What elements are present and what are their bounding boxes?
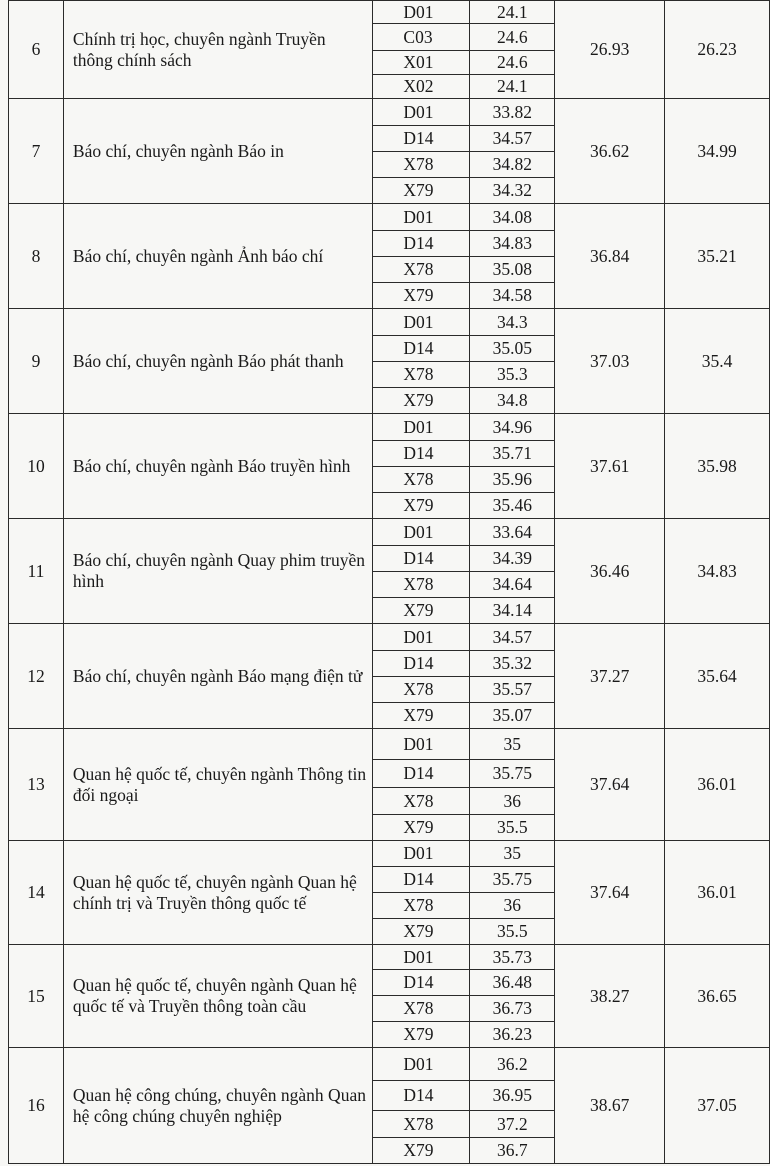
subject-block-code: D14 — [373, 546, 470, 572]
subject-block-code: D01 — [373, 204, 470, 231]
table-row — [9, 624, 770, 651]
block-score: 35.3 — [470, 362, 555, 388]
subject-block-code: D01 — [373, 1048, 470, 1081]
block-score: 35.08 — [470, 257, 555, 283]
score-column-b: 26.23 — [665, 1, 770, 99]
table-row — [9, 1048, 770, 1081]
score-column-a: 36.62 — [555, 99, 665, 204]
admission-score-table — [8, 0, 770, 1164]
block-score: 36.23 — [470, 1022, 555, 1048]
row-number: 13 — [9, 729, 64, 841]
subject-block-code: D14 — [373, 441, 470, 467]
program-name: Báo chí, chuyên ngành Báo phát thanh — [63, 309, 373, 414]
score-column-a: 26.93 — [555, 1, 665, 99]
block-score: 34.96 — [470, 414, 555, 441]
block-score: 36.48 — [470, 970, 555, 996]
block-score: 36.95 — [470, 1081, 555, 1111]
block-score: 36 — [470, 893, 555, 919]
subject-block-code: D14 — [373, 126, 470, 152]
subject-block-code: D01 — [373, 624, 470, 651]
program-name: Quan hệ quốc tế, chuyên ngành Quan hệ chính trị và Truyền thông quốc tế — [63, 841, 373, 945]
score-column-a: 36.84 — [555, 204, 665, 309]
score-column-b: 34.83 — [665, 519, 770, 624]
block-score: 34.08 — [470, 204, 555, 231]
subject-block-code: D14 — [373, 867, 470, 893]
block-score: 37.2 — [470, 1111, 555, 1138]
subject-block-code: X78 — [373, 362, 470, 388]
block-score: 35.46 — [470, 493, 555, 519]
subject-block-code: X78 — [373, 1111, 470, 1138]
block-score: 35.75 — [470, 760, 555, 788]
subject-block-code: X78 — [373, 467, 470, 493]
program-name: Quan hệ quốc tế, chuyên ngành Thông tin đối ngoại — [63, 729, 373, 841]
subject-block-code: X79 — [373, 388, 470, 414]
subject-block-code: D01 — [373, 1, 470, 24]
block-score: 35.57 — [470, 677, 555, 703]
block-score: 24.1 — [470, 75, 555, 99]
block-score: 34.83 — [470, 231, 555, 257]
subject-block-code: C03 — [373, 24, 470, 51]
program-name: Quan hệ quốc tế, chuyên ngành Quan hệ quốc tế và Truyền thông toàn cầu — [63, 945, 373, 1048]
row-number: 10 — [9, 414, 64, 519]
table-row — [9, 519, 770, 546]
subject-block-code: X78 — [373, 677, 470, 703]
table-row — [9, 945, 770, 970]
subject-block-code: X79 — [373, 815, 470, 841]
subject-block-code: D01 — [373, 414, 470, 441]
row-number: 14 — [9, 841, 64, 945]
subject-block-code: X79 — [373, 919, 470, 945]
block-score: 34.3 — [470, 309, 555, 336]
subject-block-code: D14 — [373, 760, 470, 788]
subject-block-code: X79 — [373, 283, 470, 309]
row-number: 12 — [9, 624, 64, 729]
row-number: 9 — [9, 309, 64, 414]
block-score: 35.5 — [470, 919, 555, 945]
subject-block-code: X78 — [373, 788, 470, 815]
block-score: 34.64 — [470, 572, 555, 598]
block-score: 35.96 — [470, 467, 555, 493]
subject-block-code: X02 — [373, 75, 470, 99]
subject-block-code: X78 — [373, 257, 470, 283]
table-row — [9, 729, 770, 760]
score-column-b: 36.65 — [665, 945, 770, 1048]
subject-block-code: D14 — [373, 336, 470, 362]
score-column-b: 37.05 — [665, 1048, 770, 1164]
block-score: 35.73 — [470, 945, 555, 970]
block-score: 34.57 — [470, 624, 555, 651]
program-name: Quan hệ công chúng, chuyên ngành Quan hệ công chúng chuyên nghiệp — [63, 1048, 373, 1164]
block-score: 36 — [470, 788, 555, 815]
program-name: Chính trị học, chuyên ngành Truyền thông chính sách — [63, 1, 373, 99]
subject-block-code: X79 — [373, 1138, 470, 1164]
subject-block-code: X78 — [373, 152, 470, 178]
row-number: 8 — [9, 204, 64, 309]
block-score: 34.32 — [470, 178, 555, 204]
score-column-b: 36.01 — [665, 729, 770, 841]
subject-block-code: D01 — [373, 729, 470, 760]
subject-block-code: D14 — [373, 1081, 470, 1111]
score-column-b: 35.98 — [665, 414, 770, 519]
score-column-b: 35.4 — [665, 309, 770, 414]
row-number: 7 — [9, 99, 64, 204]
block-score: 35.5 — [470, 815, 555, 841]
block-score: 24.6 — [470, 24, 555, 51]
table-row — [9, 99, 770, 126]
block-score: 35.75 — [470, 867, 555, 893]
subject-block-code: D01 — [373, 309, 470, 336]
score-table-body — [9, 1, 770, 1164]
block-score: 36.73 — [470, 996, 555, 1022]
block-score: 35 — [470, 841, 555, 867]
subject-block-code: D14 — [373, 231, 470, 257]
subject-block-code: X79 — [373, 493, 470, 519]
block-score: 35.32 — [470, 651, 555, 677]
subject-block-code: X79 — [373, 178, 470, 204]
row-number: 6 — [9, 1, 64, 99]
table-row — [9, 1, 770, 24]
block-score: 34.39 — [470, 546, 555, 572]
program-name: Báo chí, chuyên ngành Báo truyền hình — [63, 414, 373, 519]
table-row — [9, 841, 770, 867]
program-name: Báo chí, chuyên ngành Báo in — [63, 99, 373, 204]
score-column-a: 37.64 — [555, 729, 665, 841]
row-number: 15 — [9, 945, 64, 1048]
subject-block-code: D14 — [373, 970, 470, 996]
score-column-b: 34.99 — [665, 99, 770, 204]
row-number: 16 — [9, 1048, 64, 1164]
block-score: 34.14 — [470, 598, 555, 624]
subject-block-code: D01 — [373, 519, 470, 546]
block-score: 36.7 — [470, 1138, 555, 1164]
subject-block-code: D01 — [373, 99, 470, 126]
program-name: Báo chí, chuyên ngành Quay phim truyền hình — [63, 519, 373, 624]
score-column-a: 37.61 — [555, 414, 665, 519]
block-score: 34.8 — [470, 388, 555, 414]
subject-block-code: X79 — [373, 598, 470, 624]
block-score: 35.07 — [470, 703, 555, 729]
block-score: 24.1 — [470, 1, 555, 24]
score-column-b: 35.21 — [665, 204, 770, 309]
score-column-a: 37.27 — [555, 624, 665, 729]
subject-block-code: D01 — [373, 945, 470, 970]
block-score: 34.82 — [470, 152, 555, 178]
score-column-a: 38.27 — [555, 945, 665, 1048]
block-score: 24.6 — [470, 51, 555, 75]
block-score: 33.64 — [470, 519, 555, 546]
subject-block-code: X79 — [373, 703, 470, 729]
subject-block-code: X78 — [373, 893, 470, 919]
score-column-b: 36.01 — [665, 841, 770, 945]
block-score: 36.2 — [470, 1048, 555, 1081]
score-column-a: 37.64 — [555, 841, 665, 945]
program-name: Báo chí, chuyên ngành Ảnh báo chí — [63, 204, 373, 309]
score-column-a: 38.67 — [555, 1048, 665, 1164]
subject-block-code: D14 — [373, 651, 470, 677]
table-row — [9, 414, 770, 441]
block-score: 33.82 — [470, 99, 555, 126]
score-column-b: 35.64 — [665, 624, 770, 729]
score-column-a: 37.03 — [555, 309, 665, 414]
subject-block-code: X78 — [373, 996, 470, 1022]
subject-block-code: X79 — [373, 1022, 470, 1048]
score-column-a: 36.46 — [555, 519, 665, 624]
subject-block-code: X01 — [373, 51, 470, 75]
program-name: Báo chí, chuyên ngành Báo mạng điện tử — [63, 624, 373, 729]
block-score: 34.57 — [470, 126, 555, 152]
table-row — [9, 309, 770, 336]
block-score: 35.71 — [470, 441, 555, 467]
block-score: 35 — [470, 729, 555, 760]
block-score: 34.58 — [470, 283, 555, 309]
block-score: 35.05 — [470, 336, 555, 362]
row-number: 11 — [9, 519, 64, 624]
subject-block-code: D01 — [373, 841, 470, 867]
subject-block-code: X78 — [373, 572, 470, 598]
table-row — [9, 204, 770, 231]
